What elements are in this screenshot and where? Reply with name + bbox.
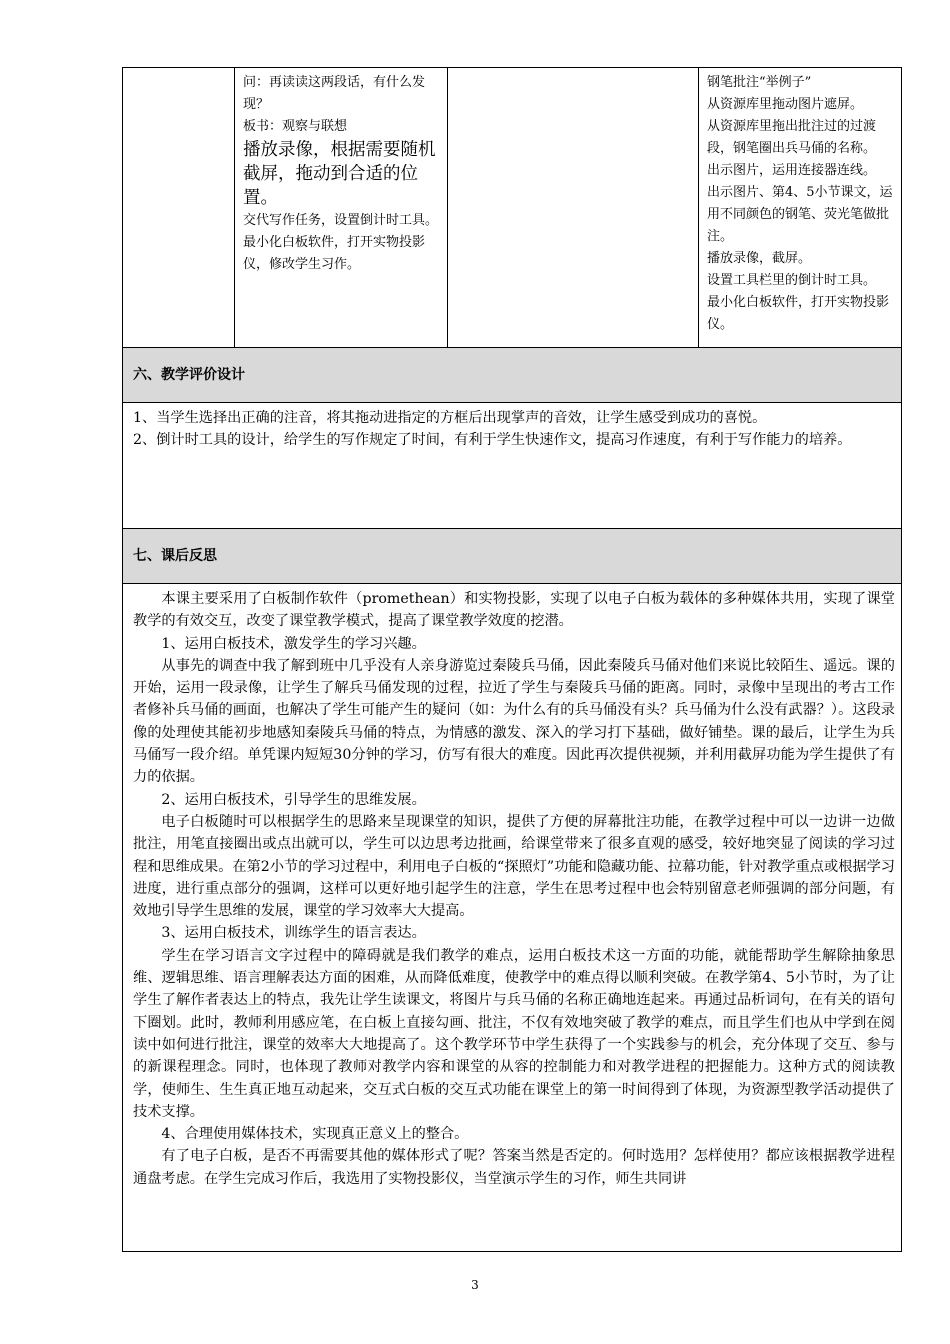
whiteboard-action-line: 播放录像，截屏。 [707, 251, 812, 266]
activity-col-3 [448, 68, 699, 348]
activity-row [123, 68, 902, 348]
section-7-header [123, 529, 902, 584]
section-6-title: 六、教学评价设计 [133, 367, 245, 383]
section-6-header-row [123, 348, 902, 403]
whiteboard-action-line: 最小化白板软件，打开实物投影仪。 [707, 295, 890, 332]
section-7-title: 七、课后反思 [133, 548, 217, 564]
evaluation-item: 2、倒计时工具的设计，给学生的写作规定了时间，有利于学生快速作文，提高习作速度，有利于写作能力的培养。 [133, 432, 852, 449]
section-7-body [123, 584, 902, 1252]
teacher-action-line: 交代写作任务，设置倒计时工具。 [243, 213, 439, 228]
reflection-heading: 1、运用白板技术，激发学生的学习兴趣。 [161, 635, 426, 652]
reflection-heading: 2、运用白板技术，引导学生的思维发展。 [161, 791, 426, 808]
teacher-action-line: 最小化白板软件，打开实物投影仪，修改学生习作。 [243, 235, 426, 272]
section-6-body [123, 403, 902, 529]
evaluation-item: 1、当学生选择出正确的注音，将其拖动进指定的方框后出现掌声的音效，让学生感受到成功的喜悦。 [133, 410, 767, 426]
page-number: 3 [471, 1278, 479, 1292]
section-7-body-row [123, 584, 902, 1252]
whiteboard-action-line: 从资源库里拖动图片遮屏。 [707, 97, 864, 112]
section-6-header [123, 348, 902, 403]
whiteboard-action-line: 钢笔批注“举例子” [707, 75, 812, 90]
reflection-heading: 4、合理使用媒体技术，实现真正意义上的整合。 [161, 1126, 469, 1143]
section-6-body-row [123, 403, 902, 529]
activity-col-1 [123, 68, 235, 348]
reflection-paragraph: 从事先的调查中我了解到班中几乎没有人亲身游览过秦陵兵马俑，因此秦陵兵马俑对他们来说比较陌生、遥远。课的开始，运用一段录像，让学生了解兵马俑发现的过程，拉近了学生与秦陵兵马俑的距离。同时，录像中呈现出的考古工作者修补兵马俑的画面，也解决了学生可能产生的疑问（如：为什么有的兵马俑没有头？兵马俑为什么没有武器？）。这段录像的处理使其能初步地感知秦陵兵马俑的特点，为情感的激发、深入的学习打下基础，做好铺垫。课的最后，让学生为兵马俑写一段介绍。单凭课内短短30分钟的学习，仿写有很大的难度。因此再次提供视频，并利用截屏功能为学生提供了有力的依据。 [133, 657, 895, 786]
reflection-paragraph: 学生在学习语言文字过程中的障碍就是我们教学的难点，运用白板技术这一方面的功能，就能帮助学生解除抽象思维、逻辑思维、语言理解表达方面的困难，从而降低难度，使教学中的难点得以顺利突破。在教学第4、5小节时，为了让学生了解作者表达上的特点，我先让学生读课文，将图片与兵马俑的名称正确地连起来。再通过品析词句，在有关的语句下圈划。此时，教师利用感应笔，在白板上直接勾画、批注，不仅有效地突破了教学的难点，而且学生们也从中学到在阅读中如何进行批注，课堂的效率大大地提高了。这个教学环节中学生获得了一个实践参与的机会，充分体现了交互、参与的新课程理念。同时，也体现了教师对教学内容和课堂的从容的控制能力和对教学进程的把握能力。这种方式的阅读教学，使师生、生生真正地互动起来，交互式白板的交互式功能在课堂上的第一时间得到了体现，为资源型教学活动提供了技术支撑。 [133, 947, 895, 1120]
teacher-action-line: 板书：观察与联想 [243, 119, 348, 134]
activity-col-4 [699, 68, 902, 348]
activity-col-2 [235, 68, 448, 348]
teacher-action-emphasis: 播放录像，根据需要随机截屏，拖动到合适的位置。 [243, 140, 436, 208]
lesson-plan-table [122, 67, 902, 1252]
reflection-heading: 3、运用白板技术，训练学生的语言表达。 [161, 925, 426, 942]
whiteboard-action-line: 出示图片，运用连接器连线。 [707, 163, 877, 178]
teacher-action-line: 问：再读读这两段话，有什么发现？ [243, 75, 426, 112]
reflection-paragraph: 本课主要采用了白板制作软件（promethean）和实物投影，实现了以电子白板为载体的多种媒体共用，实现了课堂教学的有效交互，改变了课堂教学模式，提高了课堂教学效度的挖潜。 [133, 591, 895, 630]
whiteboard-action-line: 设置工具栏里的倒计时工具。 [707, 273, 877, 288]
section-7-header-row [123, 529, 902, 584]
reflection-paragraph: 电子白板随时可以根据学生的思路来呈现课堂的知识，提供了方便的屏幕批注功能，在教学过程中可以一边讲一边做批注，用笔直接圈出或点出就可以，学生可以边思考边批画，给课堂带来了很多直观的感受，较好地突显了阅读的学习过程和思维成果。在第2小节的学习过程中，利用电子白板的“探照灯”功能和隐藏功能、拉幕功能，针对教学重点或根据学习进度，进行重点部分的强调，这样可以更好地引起学生的注意，学生在思考过程中也会特别留意老师强调的部分问题，有效地引导学生思维的发展，课堂的学习效率大大提高。 [133, 813, 895, 920]
whiteboard-action-line: 从资源库里拖出批注过的过渡段，钢笔圈出兵马俑的名称。 [707, 119, 877, 156]
reflection-paragraph: 有了电子白板，是否不再需要其他的媒体形式了呢？答案当然是否定的。何时选用？怎样使用？都应该根据教学进程通盘考虑。在学生完成习作后，我选用了实物投影仪，当堂演示学生的习作，师生共同讲 [133, 1148, 895, 1187]
whiteboard-action-line: 出示图片、第4、5小节课文，运用不同颜色的钢笔、荧光笔做批注。 [707, 185, 893, 244]
